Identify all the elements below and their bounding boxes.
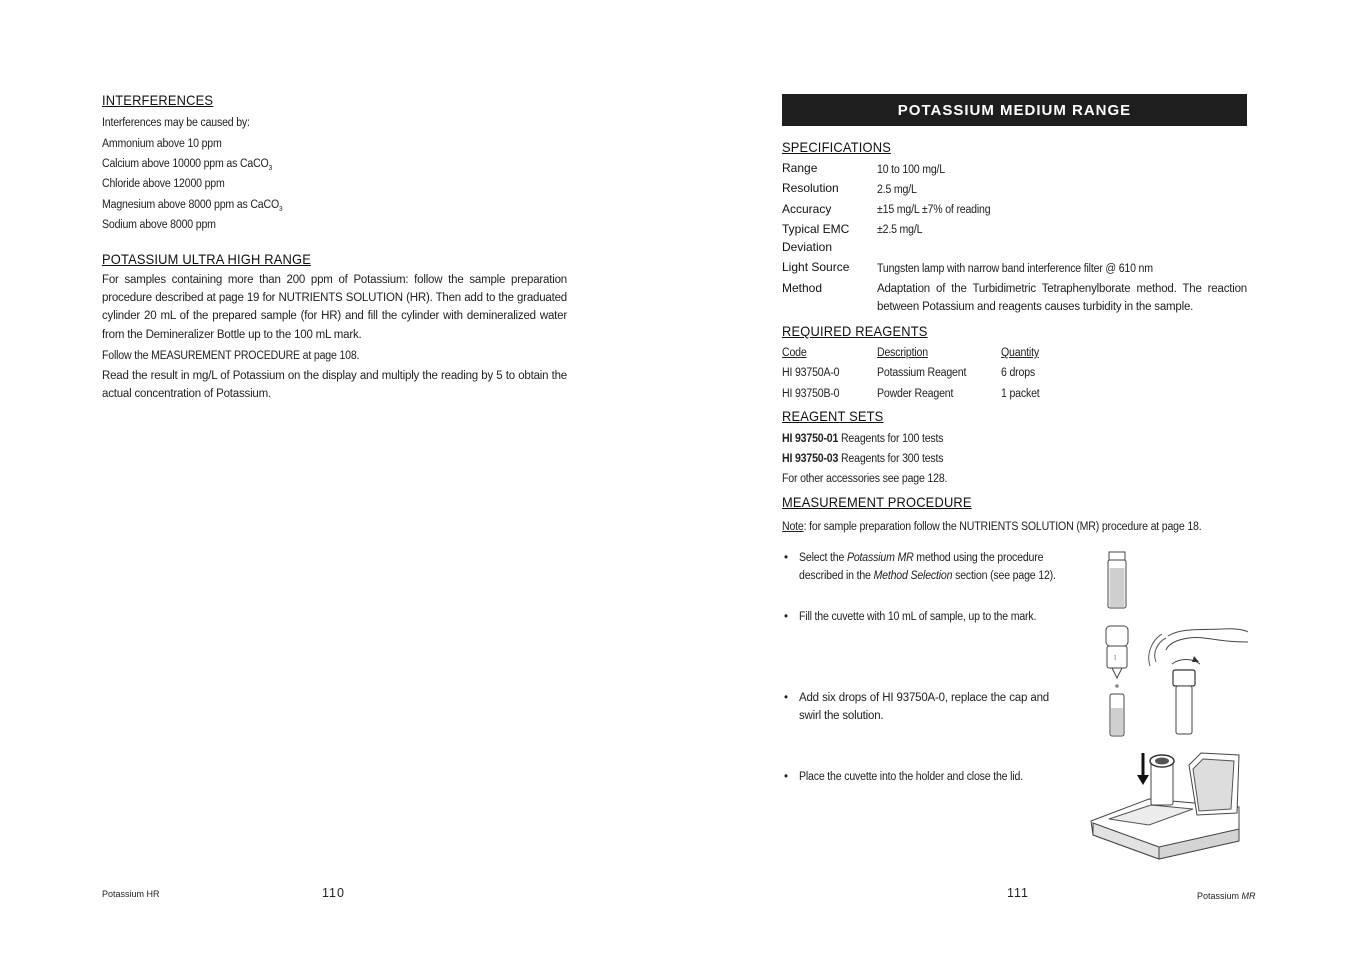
bullet-marker: •	[784, 771, 788, 783]
spec-value: ±2.5 mg/L	[877, 224, 923, 236]
reagent-cell: HI 93750B-0	[782, 388, 840, 400]
reagent-cell: HI 93750A-0	[782, 367, 840, 379]
reagent-cell: 1 packet	[1001, 388, 1040, 400]
cuvette-illustration	[1105, 548, 1135, 612]
interferences-intro: Interferences may be caused by:	[102, 117, 250, 129]
section-title-banner: POTASSIUM MEDIUM RANGE	[782, 94, 1247, 126]
reagent-column-header: Code	[782, 347, 807, 359]
bullet-marker: •	[784, 611, 788, 623]
procedure-note: Note: for sample preparation follow the NUTRIENTS SOLUTION (MR) procedure at page 18.	[782, 521, 1202, 533]
procedure-step-2: Fill the cuvette with 10 mL of sample, up to the mark.	[799, 611, 1037, 623]
footer-label: Potassium MR	[1197, 891, 1256, 901]
spec-label: Typical EMC	[782, 222, 850, 236]
spec-label: Accuracy	[782, 202, 832, 216]
procedure-step-4: Place the cuvette into the holder and close the lid.	[799, 771, 1023, 783]
interference-item: Ammonium above 10 ppm	[102, 138, 222, 150]
reagent-cell: 6 drops	[1001, 367, 1036, 379]
reagent-column-header: Quantity	[1001, 347, 1039, 359]
spec-label: Method	[782, 281, 823, 295]
interferences-heading: INTERFERENCES	[102, 92, 214, 108]
spec-value: Tungsten lamp with narrow band interference filter @ 610 nm	[877, 263, 1153, 275]
spec-value: ±15 mg/L ±7% of reading	[877, 204, 991, 216]
procedure-step-1-line-2: described in the Method Selection section (see page 12).	[799, 570, 1056, 582]
right-page	[675, 0, 1351, 954]
meter-holder-illustration	[1089, 743, 1259, 861]
spec-value: 2.5 mg/L	[877, 184, 917, 196]
accessories-note: For other accessories see page 128.	[782, 473, 948, 485]
procedure-step-1: Select the Potassium MR method using the procedure	[799, 552, 1044, 564]
reagent-column-header: Description	[877, 347, 928, 359]
procedure-step-3: Add six drops of HI 93750A-0, replace the cap and swirl the solution.	[799, 692, 1049, 723]
spec-label: Light Source	[782, 260, 850, 274]
required-reagents-heading: REQUIRED REAGENTS	[782, 323, 928, 339]
spec-value: Adaptation of the Turbidimetric Tetraphenylborate method. The reaction between Potassium and reagents causes turbidity in the sample.	[877, 283, 1247, 314]
reagent-set-item: HI 93750-03 Reagents for 300 tests	[782, 453, 944, 465]
spec-label: Deviation	[782, 240, 833, 254]
ultra-high-paragraph-2: Follow the MEASUREMENT PROCEDURE at page 108.	[102, 350, 360, 362]
dropper-bottle-and-swirl-illustration	[1100, 624, 1250, 740]
reagent-set-item: HI 93750-01 Reagents for 100 tests	[782, 433, 944, 445]
page-number: 110	[322, 886, 345, 900]
specifications-heading: SPECIFICATIONS	[782, 139, 891, 155]
interference-item: Magnesium above 8000 ppm as CaCO$_3$	[102, 199, 283, 213]
ultra-high-paragraph-1: For samples containing more than 200 ppm of Potassium: follow the sample preparation procedure described at page 19 for NUTRIENTS SOLUTION (HR). Then add to the graduated cylinder 20 mL of the prepared sample (for HR) and fill the cylinder with demineralized water from the Demineralizer Bottle up to the 100 mL mark.	[102, 274, 567, 341]
spec-value: 10 to 100 mg/L	[877, 164, 946, 176]
reagent-cell: Powder Reagent	[877, 388, 954, 400]
ultra-high-paragraph-3: Read the result in mg/L of Potassium on the display and multiply the reading by 5 to obtain the actual concentration of Potassium.	[102, 370, 567, 401]
measurement-procedure-heading: MEASUREMENT PROCEDURE	[782, 494, 972, 510]
reagent-sets-heading: REAGENT SETS	[782, 408, 884, 424]
bullet-marker: •	[784, 692, 788, 704]
spec-label: Range	[782, 161, 818, 175]
ultra-high-heading: POTASSIUM ULTRA HIGH RANGE	[102, 251, 311, 267]
footer-label: Potassium HR	[102, 889, 160, 899]
svg-text:⁞: ⁞	[1114, 654, 1117, 662]
page-number: 111	[1007, 886, 1030, 900]
left-page	[0, 0, 675, 954]
interference-item: Calcium above 10000 ppm as CaCO$_3$	[102, 158, 273, 172]
spec-label: Resolution	[782, 181, 839, 195]
interference-item: Chloride above 12000 ppm	[102, 178, 225, 190]
reagent-cell: Potassium Reagent	[877, 367, 967, 379]
interference-item: Sodium above 8000 ppm	[102, 219, 216, 231]
bullet-marker: •	[784, 552, 788, 564]
